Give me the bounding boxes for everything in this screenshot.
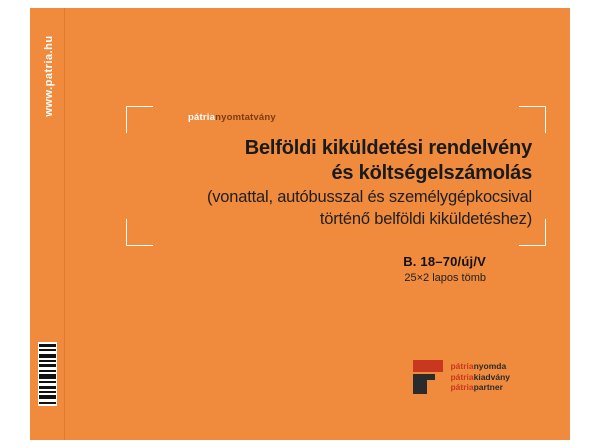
publisher-logo: [413, 360, 510, 394]
logo-line3-suffix: partner: [473, 382, 503, 393]
form-code: B. 18–70/új/V: [403, 254, 486, 269]
publisher-brand-suffix: nyomtatvány: [215, 112, 276, 123]
frame-corner-top-left: [126, 106, 153, 133]
barcode-icon: [38, 342, 57, 406]
logo-line3-brand: pátria: [450, 382, 474, 393]
page-title-line2: és költségelszámolás: [331, 162, 532, 184]
page-subtitle-line1: (vonattal, autóbusszal és személygépkocsival: [206, 188, 532, 206]
page-subtitle-line2: történő belföldi kiküldetéshez): [319, 210, 532, 228]
frame-corner-top-right: [519, 106, 546, 133]
publisher-logo-text: [450, 361, 510, 393]
booklet-cover: [30, 8, 570, 440]
logo-line1-suffix: nyomda: [473, 361, 507, 372]
publisher-brand: [188, 112, 276, 123]
logo-line1-brand: pátria: [450, 361, 474, 372]
logo-line2-suffix: kiadvány: [473, 371, 510, 382]
publisher-brand-name: pátria: [188, 112, 216, 123]
title-block: [126, 136, 546, 230]
title-frame: [126, 106, 546, 246]
patria-logo-icon: [413, 360, 443, 394]
page-title-line1: Belföldi kiküldetési rendelvény: [244, 137, 532, 159]
cover-spine: [30, 8, 65, 440]
form-code-block: [403, 254, 486, 284]
sheet-count: 25×2 lapos tömb: [404, 272, 486, 284]
logo-line2-brand: pátria: [450, 371, 474, 382]
website-url: www.patria.hu: [43, 35, 55, 117]
